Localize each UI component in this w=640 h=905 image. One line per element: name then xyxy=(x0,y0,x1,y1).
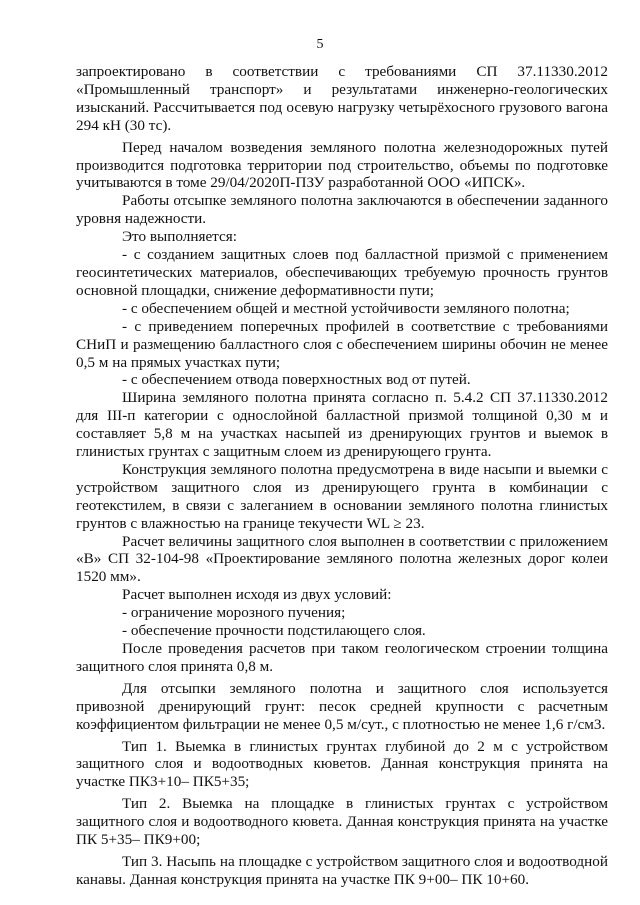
paragraph: Тип 2. Выемка на площадке в глинистых грунтах с устройством защитного слоя и водоотводного кювета. Данная конструкция принята на участке ПК 5+35– ПК9+00; xyxy=(76,795,608,849)
paragraph: Работы отсыпке земляного полотна заключаются в обеспечении заданного уровня надежности. xyxy=(76,192,608,228)
paragraph: Тип 1. Выемка в глинистых грунтах глубиной до 2 м с устройством защитного слоя и водоотводных кюветов. Данная конструкция принята на участке ПК3+10– ПК5+35; xyxy=(76,737,608,791)
paragraph: Ширина земляного полотна принята согласно п. 5.4.2 СП 37.11330.2012 для III-п категории с однослойной балластной призмой толщиной 0,30 м и составляет 5,8 м на участках насыпей из дренирующих грунтов и выемок в глинистых грунтах с защитным слоем из дренирующего грунта. xyxy=(76,389,608,461)
paragraph: Это выполняется: xyxy=(122,228,237,246)
list-item: - с приведением поперечных профилей в соответствие с требованиями СНиП и размещению балластного слоя с обеспечением ширины обочин не менее 0,5 м на прямых участках пути; xyxy=(76,317,608,371)
document-body xyxy=(76,63,608,889)
paragraph: Для отсыпки земляного полотна и защитного слоя используется привозной дренирующий грунт: песок средней крупности с расчетным коэффициентом фильтрации не менее 0,5 м/сут., с плотностью не менее 1,6 г/см3. xyxy=(76,679,608,733)
paragraph: Расчет величины защитного слоя выполнен в соответствии с приложением «В» СП 32-104-98 «Проектирование земляного полотна железных дорог колеи 1520 мм». xyxy=(76,532,608,586)
list-item: - с созданием защитных слоев под балластной призмой с применением геосинтетических материалов, обеспечивающих требуемую прочность грунтов основной площадки, снижение деформативности пути; xyxy=(76,246,608,299)
paragraph: Тип 3. Насыпь на площадке с устройством защитного слоя и водоотводной канавы. Данная конструкция принята на участке ПК 9+00– ПК 10+60. xyxy=(76,852,608,888)
list-item: - с обеспечением общей и местной устойчивости земляного полотна; xyxy=(122,299,570,317)
list-item: - ограничение морозного пучения; xyxy=(122,604,346,622)
list-item: - обеспечение прочности подстилающего слоя. xyxy=(122,622,426,640)
paragraph: запроектировано в соответствии с требованиями СП 37.11330.2012 «Промышленный транспорт» и результатами инженерно-геологических изысканий. Рассчитывается под осевую нагрузку четырёхосного грузового вагона 294 кН (30 тс). xyxy=(76,63,608,134)
paragraph: Конструкция земляного полотна предусмотрена в виде насыпи и выемки с устройством защитного слоя из дренирующего грунта в комбинации с геотекстилем, в связи с залеганием в основании земляного полотна глинистых грунтов с влажностью на границе текучести WL ≥ 23. xyxy=(76,460,608,532)
paragraph: Перед началом возведения земляного полотна железнодорожных путей производится подготовка территории под строительство, объемы по подготовке учитываются в томе 29/04/2020П-ПЗУ разработанной ООО «ИПСК». xyxy=(76,138,608,192)
list-item: - с обеспечением отвода поверхностных вод от путей. xyxy=(122,371,471,389)
paragraph: Расчет выполнен исходя из двух условий: xyxy=(122,586,392,604)
paragraph: После проведения расчетов при таком геологическом строении толщина защитного слоя принята 0,8 м. xyxy=(76,640,608,675)
page-number: 5 xyxy=(316,37,324,52)
